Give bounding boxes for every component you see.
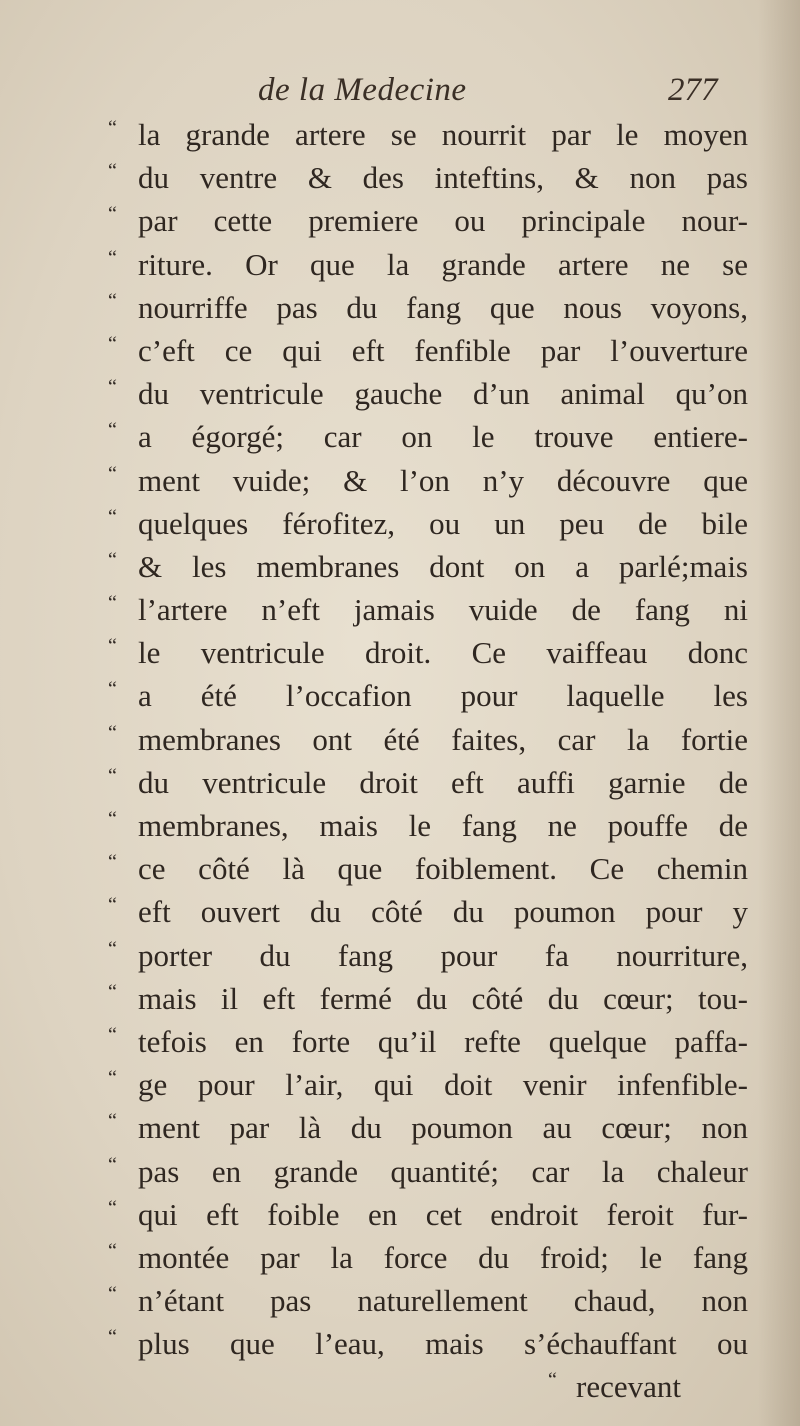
line-text: ge pour l’air, qui doit venir infenfible- [138,1067,748,1103]
text-line [108,502,748,545]
quote-mark: “ [108,1153,117,1176]
quote-mark: “ [108,721,117,744]
line-text: montée par la force du froid; le fang [138,1239,748,1275]
text-line [108,415,748,458]
line-text: nourriffe pas du fang que nous voyons, [138,289,748,325]
quote-mark: “ [108,635,117,658]
line-text: ment vuide; & l’on n’y découvre que [138,462,748,498]
quote-mark: “ [108,462,117,485]
quote-mark: “ [108,1239,117,1262]
text-line [108,243,748,286]
line-text: membranes ont été faites, car la fortie [138,721,748,757]
quote-mark: “ [108,1023,117,1046]
text-line [108,1150,748,1193]
line-text: par cette premiere ou principale nour- [138,203,748,239]
text-line [108,286,748,329]
text-line [108,113,748,156]
line-text: l’artere n’eft jamais vuide de fang ni [138,592,748,628]
text-line [108,1236,748,1279]
quote-mark: “ [108,1326,117,1349]
page-number: 277 [668,72,718,108]
quote-mark: “ [108,117,117,139]
catchword-line [548,1365,786,1408]
line-text: membranes, mais le fang ne pouffe de [138,808,748,843]
line-text: pas en grande quantité; car la chaleur [138,1153,748,1189]
text-line [108,977,748,1020]
line-text: n’étant pas naturellement chaud, non [138,1283,748,1319]
quote-mark: “ [108,1110,117,1133]
line-text: porter du fang pour fa nourriture, [138,937,748,973]
quote-mark: “ [548,1369,557,1392]
quote-mark: “ [108,419,117,442]
page-edge-shadow [758,0,800,1426]
text-line [108,631,748,674]
quote-mark: “ [108,376,117,399]
line-text: & les membranes dont on a parlé;mais [138,548,748,584]
line-text: mais il eft fermé du côté du cœur; tou- [138,980,748,1016]
line-text: tefois en forte qu’il refte quelque paffa- [138,1023,748,1059]
text-line [108,372,748,415]
text-line [108,199,748,242]
line-text: quelques férofitez, ou un peu de bile [138,505,748,541]
running-title: de la Medecine [258,72,467,108]
text-line [108,934,748,977]
text-line [108,459,748,502]
quote-mark: “ [108,246,117,269]
line-text: la grande artere se nourrit par le moyen [138,117,748,152]
line-text: eft ouvert du côté du poumon pour y [138,894,748,930]
line-text: qui eft foible en cet endroit feroit fur- [138,1196,748,1232]
text-line [108,1193,748,1236]
body-text [108,113,748,1409]
quote-mark: “ [108,548,117,571]
text-line [108,718,748,761]
text-line [108,1106,748,1149]
quote-mark: “ [108,894,117,917]
line-text: du ventricule gauche d’un animal qu’on [138,376,748,412]
text-line [108,1063,748,1106]
quote-mark: “ [108,764,117,787]
line-text: a été l’occafion pour laquelle les [138,678,748,714]
text-line [108,1279,748,1322]
quote-mark: “ [108,937,117,960]
quote-mark: “ [108,678,117,701]
text-line [108,847,748,890]
text-line [108,761,748,804]
text-line [108,545,748,588]
text-line [108,1020,748,1063]
line-text: le ventricule droit. Ce vaiffeau donc [138,635,748,671]
quote-mark: “ [108,505,117,528]
line-text: ce côté là que foiblement. Ce chemin [138,851,748,887]
quote-mark: “ [108,851,117,874]
text-line [108,890,748,933]
quote-mark: “ [108,1067,117,1090]
line-text: c’eft ce qui eft fenfible par l’ouverture [138,332,748,368]
catchword: recevant [576,1369,681,1405]
quote-mark: “ [108,808,117,830]
line-text: du ventre & des inteftins, & non pas [138,160,748,196]
quote-mark: “ [108,203,117,226]
line-text: riture. Or que la grande artere ne se [138,246,748,282]
line-text: plus que l’eau, mais s’échauffant ou [138,1326,748,1362]
quote-mark: “ [108,1283,117,1306]
quote-mark: “ [108,160,117,183]
line-text: ment par là du poumon au cœur; non [138,1110,748,1146]
line-text: a égorgé; car on le trouve entiere- [138,419,748,455]
quote-mark: “ [108,980,117,1003]
quote-mark: “ [108,332,117,355]
page-header [0,72,800,112]
quote-mark: “ [108,1196,117,1219]
text-line [108,329,748,372]
text-line [108,156,748,199]
text-line [108,588,748,631]
text-line [108,674,748,717]
line-text: du ventricule droit eft auffi garnie de [138,764,748,800]
text-line [108,1322,748,1365]
quote-mark: “ [108,592,117,615]
text-line [108,804,748,847]
quote-mark: “ [108,289,117,312]
